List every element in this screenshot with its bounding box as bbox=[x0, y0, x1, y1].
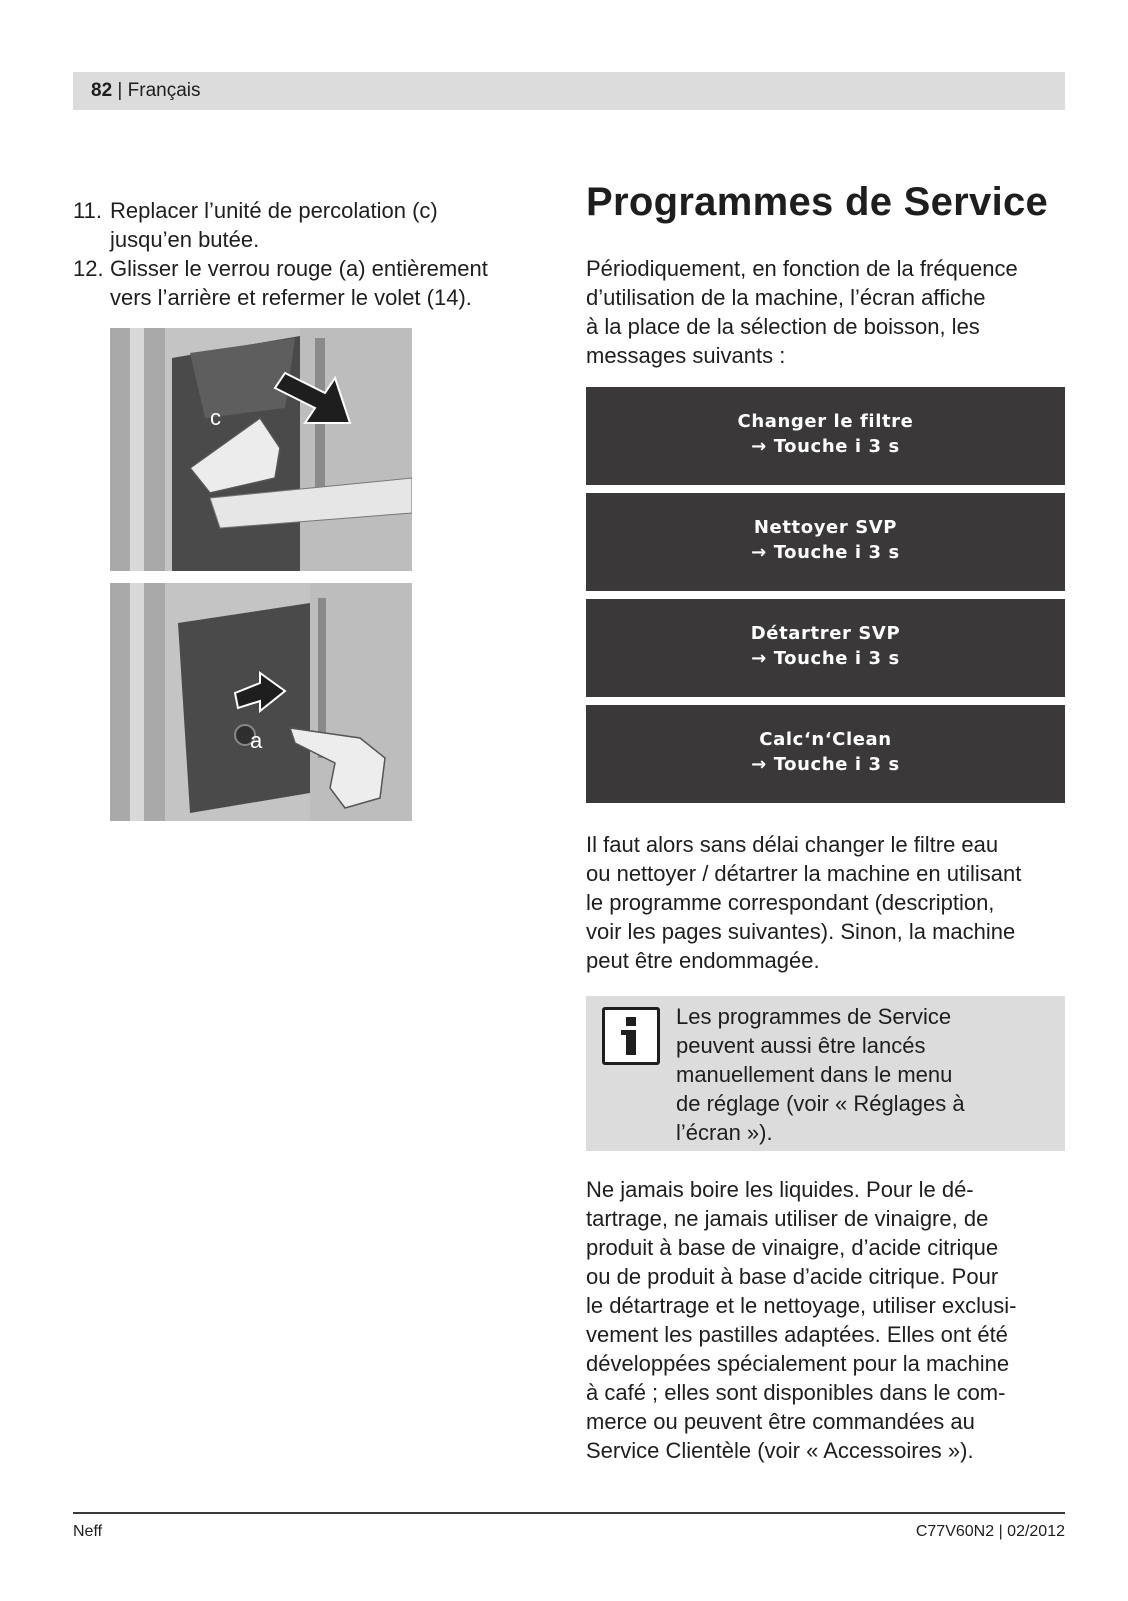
figure-label-a: a bbox=[250, 728, 263, 753]
message-title: Changer le filtre bbox=[737, 411, 914, 432]
text-line: Les programmes de Service bbox=[676, 1004, 952, 1029]
footer-divider bbox=[73, 1512, 1065, 1514]
text-line: manuellement dans le menu bbox=[676, 1062, 953, 1087]
page-number: 82 bbox=[91, 80, 113, 101]
text-line: Service Clientèle (voir « Accessoires »). bbox=[586, 1438, 974, 1463]
warning-paragraph bbox=[586, 1175, 1066, 1465]
header-language: Français bbox=[127, 80, 201, 101]
followup-paragraph bbox=[586, 830, 1066, 975]
display-message-calc-n-clean bbox=[586, 705, 1065, 803]
step-list bbox=[73, 196, 543, 312]
display-message-filter bbox=[586, 387, 1065, 485]
info-icon bbox=[602, 1007, 660, 1065]
intro-paragraph bbox=[586, 254, 1066, 370]
text-line: Ne jamais boire les liquides. Pour le dé- bbox=[586, 1177, 974, 1202]
message-action: → Touche i 3 s bbox=[751, 648, 900, 669]
figure-red-lock bbox=[110, 583, 412, 821]
message-title: Détartrer SVP bbox=[750, 623, 901, 644]
text-line: tartrage, ne jamais utiliser de vinaigre, de bbox=[586, 1206, 989, 1231]
text-line: peuvent aussi être lancés bbox=[676, 1033, 926, 1058]
note-text bbox=[676, 1002, 1056, 1147]
header-separator: | bbox=[117, 80, 123, 101]
figure-label-c: c bbox=[210, 405, 221, 430]
text-line: le programme correspondant (description, bbox=[586, 890, 995, 915]
text-line: le détartrage et le nettoyage, utiliser exclusi- bbox=[586, 1293, 1017, 1318]
text-line: ou nettoyer / détartrer la machine en utilisant bbox=[586, 861, 1022, 886]
text-line: vement les pastilles adaptées. Elles ont été bbox=[586, 1322, 1008, 1347]
step-item bbox=[73, 196, 543, 254]
text-line: produit à base de vinaigre, d’acide citrique bbox=[586, 1235, 999, 1260]
text-line: développées spécialement pour la machine bbox=[586, 1351, 1010, 1376]
step-number: 12. bbox=[73, 256, 104, 281]
text-line: Il faut alors sans délai changer le filtre eau bbox=[586, 832, 999, 857]
text-line: d’utilisation de la machine, l’écran affiche bbox=[586, 285, 986, 310]
step-line: Glisser le verrou rouge (a) entièrement bbox=[110, 256, 488, 281]
brew-unit-illustration bbox=[110, 328, 412, 571]
page-header bbox=[73, 72, 1065, 110]
text-line: à la place de la sélection de boisson, les bbox=[586, 314, 980, 339]
red-lock-illustration bbox=[110, 583, 412, 821]
figure-brew-unit bbox=[110, 328, 412, 571]
text-line: messages suivants : bbox=[586, 343, 786, 368]
step-item bbox=[73, 254, 543, 312]
text-line: l’écran »). bbox=[676, 1120, 773, 1145]
footer-model-date: C77V60N2 | 02/2012 bbox=[915, 1523, 1065, 1540]
text-line: peut être endommagée. bbox=[586, 948, 820, 973]
section-title: Programmes de Service bbox=[586, 180, 1049, 224]
step-number: 11. bbox=[73, 198, 102, 223]
step-line: vers l’arrière et refermer le volet (14). bbox=[110, 285, 472, 310]
text-line: ou de produit à base d’acide citrique. Pour bbox=[586, 1264, 999, 1289]
message-title: Calc‘n‘Clean bbox=[759, 729, 892, 750]
text-line: de réglage (voir « Réglages à bbox=[676, 1091, 965, 1116]
text-line: merce ou peuvent être commandées au bbox=[586, 1409, 975, 1434]
display-message-clean bbox=[586, 493, 1065, 591]
text-line: à café ; elles sont disponibles dans le com- bbox=[586, 1380, 1006, 1405]
text-line: voir les pages suivantes). Sinon, la machine bbox=[586, 919, 1016, 944]
footer-brand: Neff bbox=[73, 1523, 103, 1540]
message-action: → Touche i 3 s bbox=[751, 436, 900, 457]
display-message-descale bbox=[586, 599, 1065, 697]
message-action: → Touche i 3 s bbox=[751, 754, 900, 775]
step-line: Replacer l’unité de percolation (c) bbox=[110, 198, 438, 223]
message-action: → Touche i 3 s bbox=[751, 542, 900, 563]
info-note bbox=[586, 996, 1065, 1151]
message-title: Nettoyer SVP bbox=[753, 517, 898, 538]
step-line: jusqu’en butée. bbox=[110, 227, 260, 252]
text-line: Périodiquement, en fonction de la fréquence bbox=[586, 256, 1018, 281]
